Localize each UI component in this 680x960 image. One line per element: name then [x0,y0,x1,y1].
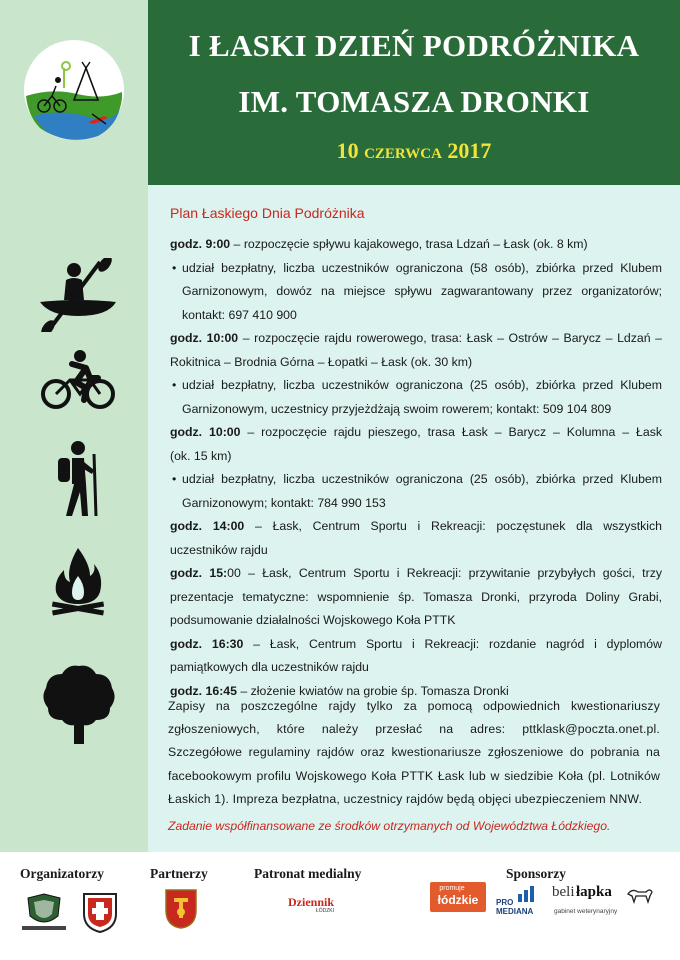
lapka-text: łapka [576,884,612,900]
bullet-line: • udział bezpłatny, liczba uczestników ograniczona (25 osób), zbiórka przed Klubem [170,374,662,398]
coat-of-arms-icon [80,890,120,934]
sponsors-label: Sponsorzy [506,866,567,881]
item-desc: podsumowanie działalności Wojskowego Koła PTTK [170,613,456,627]
info-line: Zapisy na poszczególne rajdy tylko za pomocą odpowiednich kwestionariuszy [168,699,660,713]
schedule-item [170,327,662,351]
item-desc: – rozpoczęcie spływu kajakowego, trasa Ldzań – Łask (ok. 8 km) [230,237,588,251]
campfire-icon [50,546,106,618]
media-label: Patronat medialny [254,866,362,881]
bullet-line: Garnizonowym, uczestnicy przyjeżdżają swoim rowerem; kontakt: 509 104 809 [182,401,612,416]
sidebar [0,0,148,852]
bar-chart-icon [518,886,536,902]
item-desc: uczestników rajdu [170,542,268,557]
lodzkie-text: łódzkie [437,893,479,907]
item-desc: pamiątkowych dla uczestników rajdu [170,660,369,674]
schedule-item [170,633,662,657]
bullet-line: Garnizonowym; kontakt: 784 990 153 [182,495,386,510]
date-month: CZERWCA [364,146,442,162]
time-label: godz. 16:30 [170,636,244,651]
schedule-item [170,515,662,539]
item-desc: – Łask, Centrum Sportu i Rekreacji: poczęstunek dla wszystkich [244,519,662,533]
promuje-lodzkie-logo [430,882,486,912]
schedule [170,233,662,703]
info-line: zgłoszeniowych, które należy przesłać na adres: pttklask@poczta.onet.pl. [168,722,660,737]
time-label-rest: 00 [227,566,241,580]
time-label: godz. 14:00 [170,519,245,533]
pro-text: PRO [496,898,514,907]
pttk-club-logo-icon [18,892,70,934]
info-line: Łaskich 1). Impreza bezpłatna, uczestnicy rajdów będą objęci ubezpieczeniem NNW. [168,791,643,806]
dziennik-logo [288,896,334,914]
dog-icon [626,884,654,904]
footer [0,852,680,960]
tree-icon [40,662,118,746]
date-day: 10 [336,138,359,163]
item-desc: prezentacje tematyczne: wspomnienie śp. Tomasza Dronki, przyroda Doliny Grabi, [170,589,662,604]
time-label: godz. 16:45 [170,683,237,698]
time-label: godz. 10:00 [170,425,241,439]
time-label: godz. 15: [170,566,228,580]
bullet-line: Garnizonowym, dowóz na miejsce spływu zagwarantowany przez organizatorów; [182,284,662,298]
item-desc: – rozpoczęcie rajdu pieszego, trasa Łask – Barycz – Kolumna – Łask [240,425,662,439]
date-year: 2017 [447,138,492,163]
plan-title: Plan Łaskiego Dnia Podróżnika [170,205,365,221]
title-line-2: IM. TOMASZA DRONKI [238,84,590,119]
dziennik-title: Dziennik [288,895,335,909]
partners-label: Partnerzy [150,866,208,881]
hiker-icon [52,440,102,518]
item-desc: (ok. 15 km) [170,448,232,463]
time-label: godz. 9:00 [170,237,231,251]
item-desc: Rokitnica – Brodnia Górna – Łopatki – Łask (ok. 30 km) [170,354,473,369]
beli-text: beli [552,884,575,900]
gabinet-text: gabinet weterynaryjny [554,908,618,915]
item-desc: – Łask, Centrum Sportu i Rekreacji: przywitanie przybyłych gości, trzy [240,566,662,580]
item-desc: – Łask, Centrum Sportu i Rekreacji: rozdanie nagród i dyplomów [243,636,662,651]
schedule-item [170,421,662,445]
time-label: godz. 10:00 [170,331,239,345]
info-line: Szczegółowe regulaminy rajdów oraz kwestionariusze zgłoszeniowe do pobrania na [168,745,660,760]
event-logo-icon [22,38,126,142]
header-banner [148,0,680,185]
schedule-item [170,562,662,586]
title-line-1: I ŁASKI DZIEŃ PODRÓŻNIKA [188,28,640,63]
organizers-label: Organizatorzy [20,866,104,881]
dziennik-subtitle: ŁÓDZKI [315,908,335,914]
item-desc: – rozpoczęcie rajdu rowerowego, trasa: Łask – Ostrów – Barycz – Ldzań – [238,331,662,345]
bielapka-logo [552,884,662,928]
bullet-line: • udział bezpłatny, liczba uczestników ograniczona (25 osób), zbiórka przed Klubem [170,468,662,492]
event-date [148,138,680,164]
pro-mediana-logo [494,886,544,926]
bicycle-icon [40,348,116,412]
kayak-icon [38,258,118,332]
content-panel [148,185,680,852]
bullet-line: • udział bezpłatny, liczba uczestników ograniczona (58 osób), zbiórka przed Klubem [170,257,662,281]
item-desc: – złożenie kwiatów na grobie śp. Tomasza Dronki [236,683,509,698]
lask-coat-of-arms-icon [164,888,198,930]
cofinance-note: Zadanie współfinansowane ze środków otrzymanych od Województwa Łódzkiego. [168,819,611,833]
info-line: facebookowym profilu Wojskowego Koła PTTK Łask lub w siedzibie Koła (pl. Lotników [168,768,660,783]
registration-info [168,695,660,811]
bullet-line: kontakt: 697 410 900 [182,307,297,322]
schedule-item [170,233,662,257]
promuje-text: promuje [439,885,465,892]
mediana-text: MEDIANA [496,907,534,916]
